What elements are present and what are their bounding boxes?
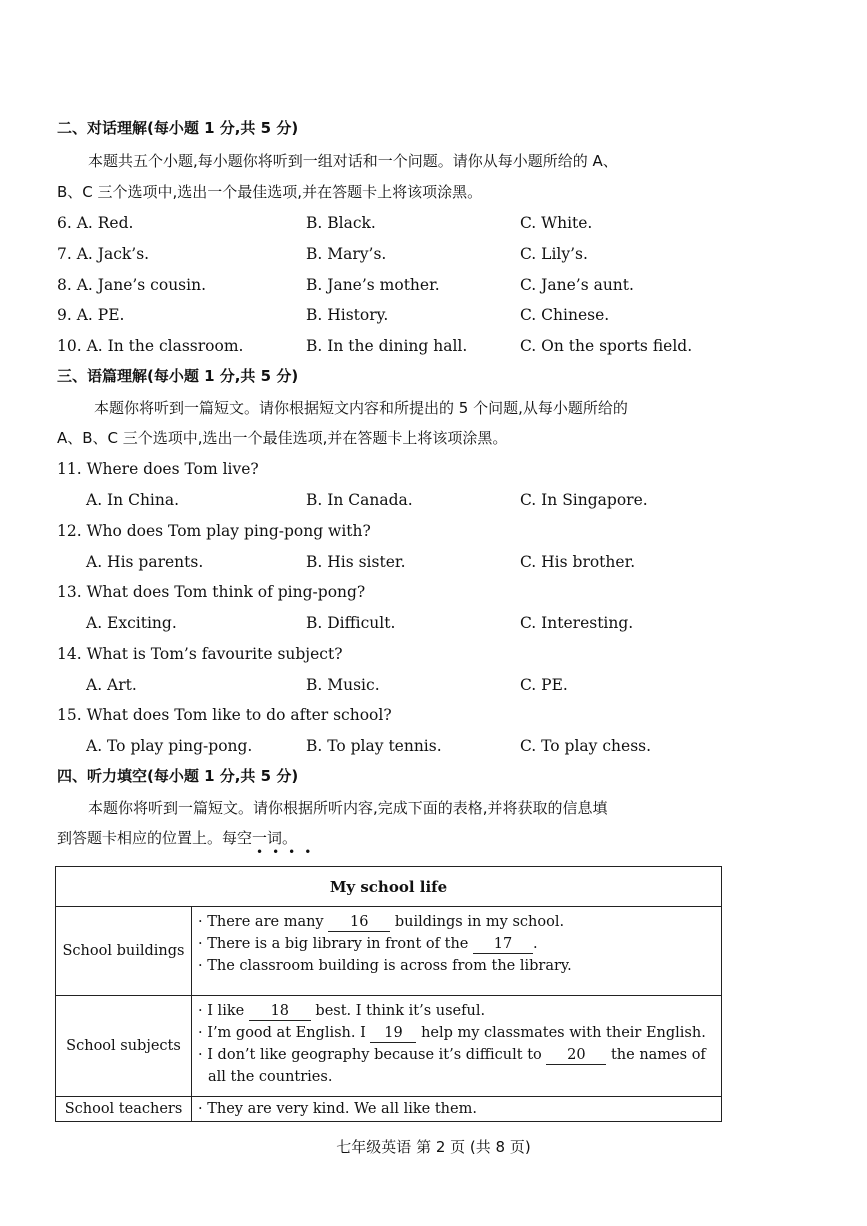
text: the names of <box>610 1047 706 1063</box>
text: all the countries. <box>208 1069 333 1085</box>
option-a: 7. A. Jack’s. <box>57 245 150 263</box>
text: buildings in my school. <box>394 914 565 930</box>
emphasis-dots: •••• <box>256 845 321 859</box>
section3-title: 三、语篇理解(每小题 1 分,共 5 分) <box>57 367 299 385</box>
section3-instruction-2: A、B、C 三个选项中,选出一个最佳选项,并在答题卡上将该项涂黑。 <box>57 429 508 447</box>
option-b: B. In the dining hall. <box>306 337 468 355</box>
option-b: B. Jane’s mother. <box>306 276 440 294</box>
option-a: A. Exciting. <box>86 614 177 632</box>
section4-title: 四、听力填空(每小题 1 分,共 5 分) <box>57 767 299 785</box>
text: · There are many <box>198 914 324 930</box>
option-b: B. His sister. <box>306 553 406 571</box>
text: help my classmates with their English. <box>421 1025 706 1041</box>
section2-instruction-1: 本题共五个小题,每小题你将听到一组对话和一个问题。请你从每小题所给的 A、 <box>88 152 618 170</box>
option-c: C. Interesting. <box>520 614 634 632</box>
text: · There is a big library in front of the <box>198 936 469 952</box>
text: · I don’t like geography because it’s difficult to <box>198 1047 542 1063</box>
page-footer: 七年级英语 第 2 页 (共 8 页) <box>336 1138 531 1156</box>
option-c: C. On the sports field. <box>520 337 693 355</box>
option-c: C. Chinese. <box>520 306 610 324</box>
row-content-buildings <box>192 907 722 996</box>
row-content-subjects <box>192 996 722 1097</box>
section3-instruction-1: 本题你将听到一篇短文。请你根据短文内容和所提出的 5 个问题,从每小题所给的 <box>94 399 628 417</box>
text: · I’m good at English. I <box>198 1025 366 1041</box>
option-c: C. White. <box>520 214 593 232</box>
option-c: C. Lily’s. <box>520 245 588 263</box>
row-label-teachers: School teachers <box>56 1097 192 1122</box>
blank-18: 18 <box>249 1003 311 1021</box>
table-title: My school life <box>56 867 722 907</box>
table-row <box>56 907 722 996</box>
option-b: B. History. <box>306 306 389 324</box>
option-b: B. Difficult. <box>306 614 396 632</box>
option-c: C. PE. <box>520 676 568 694</box>
text: · They are very kind. We all like them. <box>198 1101 477 1117</box>
option-b: B. To play tennis. <box>306 737 442 755</box>
text: best. I think it’s useful. <box>315 1003 486 1019</box>
table-row <box>56 996 722 1097</box>
text: · I like <box>198 1003 245 1019</box>
row-content-teachers <box>192 1097 722 1122</box>
row-label-subjects: School subjects <box>56 996 192 1097</box>
question-text: 13. What does Tom think of ping-pong? <box>57 583 366 601</box>
text: . <box>533 936 538 952</box>
school-life-table <box>55 866 722 1122</box>
option-a: 8. A. Jane’s cousin. <box>57 276 206 294</box>
question-text: 15. What does Tom like to do after school? <box>57 706 392 724</box>
option-c: C. His brother. <box>520 553 636 571</box>
option-b: B. Black. <box>306 214 376 232</box>
option-b: B. Mary’s. <box>306 245 387 263</box>
text: · The classroom building is across from the library. <box>198 958 572 974</box>
blank-17: 17 <box>473 936 533 954</box>
option-a: A. His parents. <box>86 553 204 571</box>
section2-instruction-2: B、C 三个选项中,选出一个最佳选项,并在答题卡上将该项涂黑。 <box>57 183 483 201</box>
section2-title: 二、对话理解(每小题 1 分,共 5 分) <box>57 119 299 137</box>
question-text: 14. What is Tom’s favourite subject? <box>57 645 343 663</box>
question-text: 11. Where does Tom live? <box>57 460 259 478</box>
blank-16: 16 <box>328 914 390 932</box>
blank-20: 20 <box>546 1047 606 1065</box>
row-label-buildings: School buildings <box>56 907 192 996</box>
question-text: 12. Who does Tom play ping-pong with? <box>57 522 371 540</box>
option-c: C. To play chess. <box>520 737 652 755</box>
option-a: A. To play ping-pong. <box>86 737 253 755</box>
option-b: B. In Canada. <box>306 491 413 509</box>
option-b: B. Music. <box>306 676 380 694</box>
option-c: C. Jane’s aunt. <box>520 276 634 294</box>
option-a: 10. A. In the classroom. <box>57 337 244 355</box>
section4-instruction-2: 到答题卡相应的位置上。每空一词。 <box>57 829 298 847</box>
section4-instruction-1: 本题你将听到一篇短文。请你根据所听内容,完成下面的表格,并将获取的信息填 <box>88 799 608 817</box>
option-a: A. Art. <box>86 676 137 694</box>
blank-19: 19 <box>370 1025 416 1043</box>
option-a: 9. A. PE. <box>57 306 125 324</box>
option-c: C. In Singapore. <box>520 491 648 509</box>
option-a: A. In China. <box>86 491 180 509</box>
option-a: 6. A. Red. <box>57 214 134 232</box>
table-row <box>56 1097 722 1122</box>
